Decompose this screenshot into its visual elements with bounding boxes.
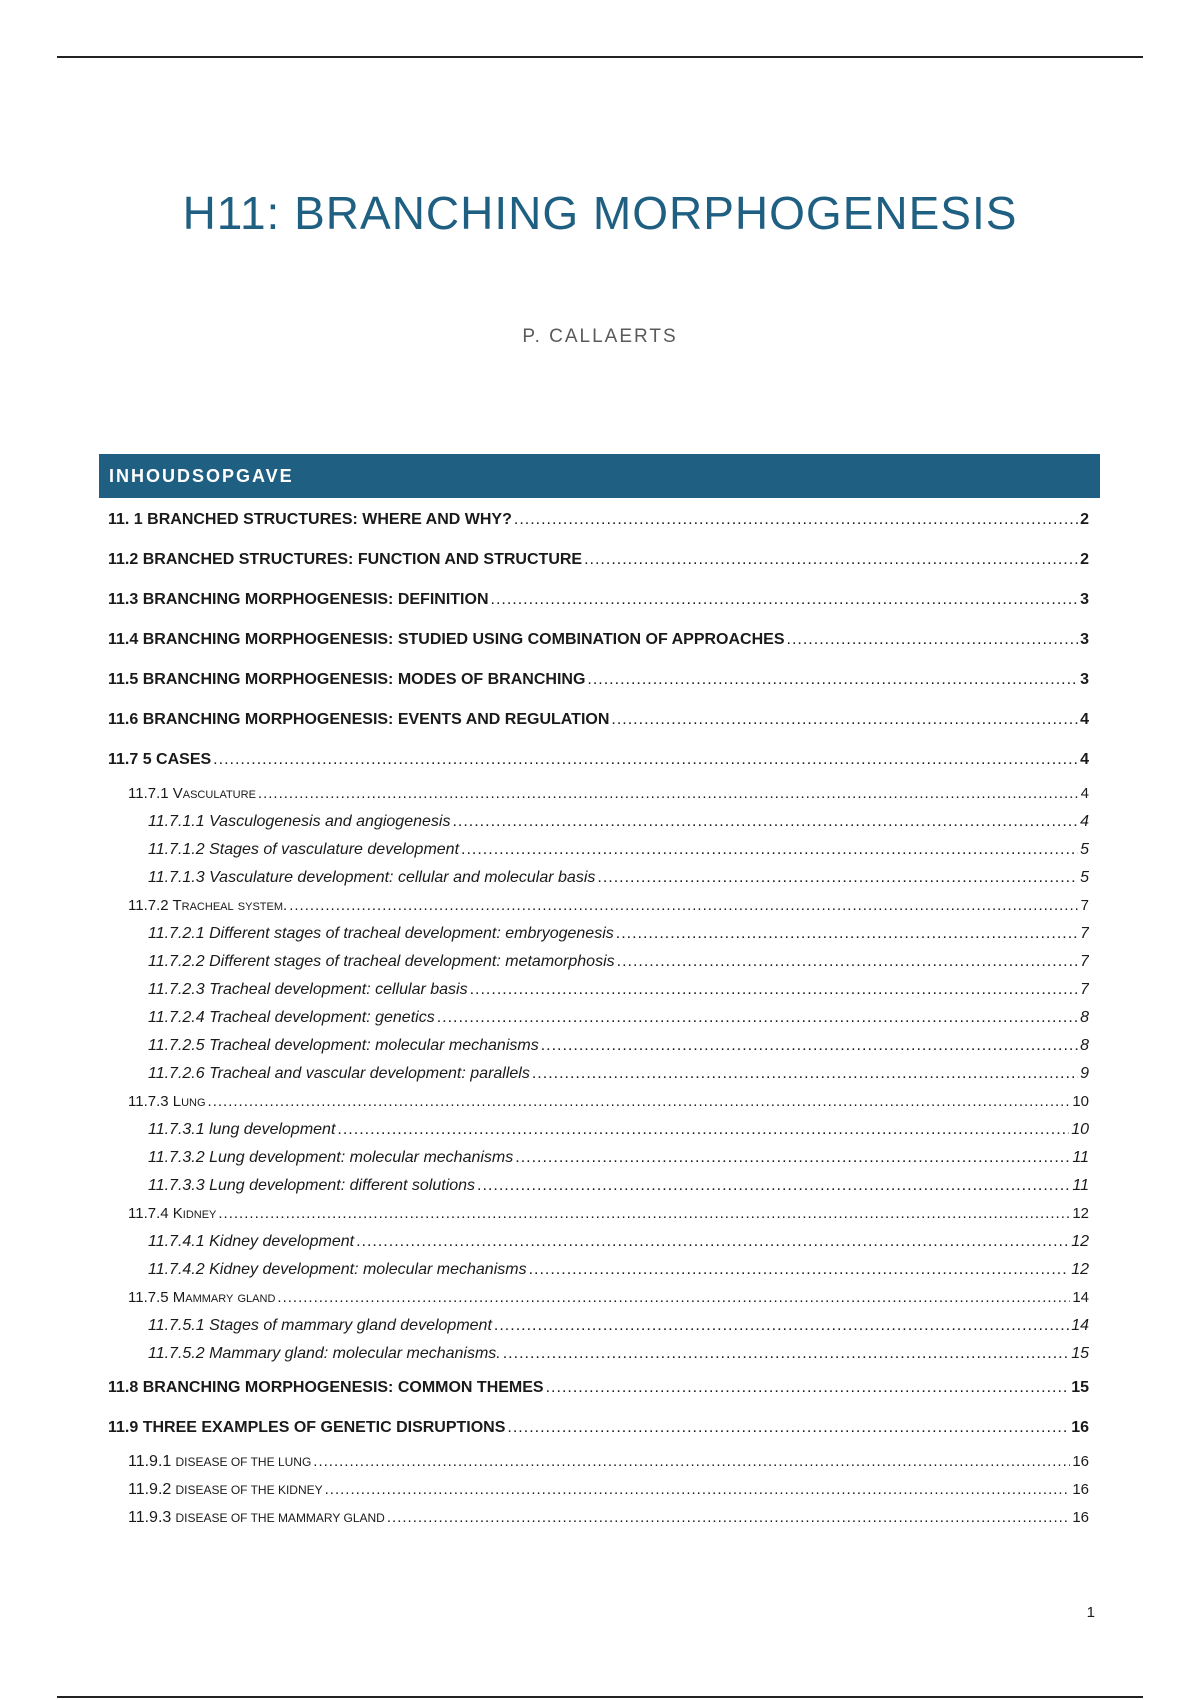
- toc-entry-text: DISEASE OF THE KIDNEY: [175, 1483, 323, 1497]
- toc-dot-leader: [541, 1032, 1078, 1060]
- toc-dot-leader: [437, 1004, 1078, 1032]
- toc-dot-leader: [503, 1340, 1069, 1368]
- toc-entry-label: 11.2 BRANCHED STRUCTURES: FUNCTION AND STRUCTURE: [108, 551, 583, 568]
- toc-entry-page: 2: [1080, 551, 1089, 568]
- toc-entry-level-2[interactable]: [108, 1284, 1089, 1312]
- toc-dot-leader: [477, 1172, 1070, 1200]
- toc-entry-page: 16: [1071, 1419, 1089, 1436]
- toc-entry-page: 14: [1072, 1289, 1089, 1306]
- toc-dot-leader: [514, 500, 1078, 540]
- toc-entry-label: 11.7.2.2 Different stages of tracheal development: metamorphosis: [148, 953, 615, 970]
- toc-entry-page: 7: [1080, 981, 1089, 998]
- toc-entry-page: 7: [1080, 953, 1089, 970]
- toc-entry-level-3[interactable]: [108, 920, 1089, 948]
- page-number: 1: [1086, 1604, 1095, 1621]
- toc-entry-level-3[interactable]: [108, 1116, 1089, 1144]
- toc-header: INHOUDSOPGAVE: [99, 454, 1100, 498]
- toc-entry-level-3[interactable]: [108, 948, 1089, 976]
- toc-entry-page: 14: [1071, 1317, 1089, 1334]
- toc-entry-label: 11.7.2.4 Tracheal development: genetics: [148, 1009, 435, 1026]
- toc-entry-text: DISEASE OF THE LUNG: [175, 1455, 312, 1469]
- toc-entry-level-1[interactable]: [108, 500, 1089, 540]
- document-title: H11: BRANCHING MORPHOGENESIS: [182, 187, 1018, 239]
- toc-entry-page: 2: [1080, 511, 1089, 528]
- toc-entry-page: 5: [1080, 869, 1089, 886]
- toc-entry-page: 16: [1072, 1509, 1089, 1526]
- toc-dot-leader: [337, 1116, 1069, 1144]
- toc-entry-label: 11.7.3.3 Lung development: different solutions: [148, 1177, 476, 1194]
- toc-entry-page: 10: [1072, 1093, 1089, 1110]
- toc-dot-leader: [277, 1284, 1070, 1312]
- toc-dot-leader: [208, 1088, 1071, 1116]
- toc-dot-leader: [546, 1368, 1070, 1408]
- toc-entry-level-3[interactable]: [108, 836, 1089, 864]
- toc-entry-level-1[interactable]: [108, 1408, 1089, 1448]
- toc-entry-page: 7: [1080, 925, 1089, 942]
- toc-dot-leader: [515, 1144, 1070, 1172]
- toc-dot-leader: [532, 1060, 1078, 1088]
- toc-entry-page: 12: [1071, 1233, 1089, 1250]
- toc-dot-leader: [507, 1408, 1069, 1448]
- toc-entry-label: 11.7.3.2 Lung development: molecular mechanisms: [148, 1149, 514, 1166]
- toc-dot-leader: [491, 580, 1079, 620]
- toc-entry-level-3[interactable]: [108, 976, 1089, 1004]
- toc-entry-label: 11.7.4.2 Kidney development: molecular mechanisms: [148, 1261, 527, 1278]
- toc-entry-level-3[interactable]: [108, 1172, 1089, 1200]
- toc-entry-level-3[interactable]: [108, 808, 1089, 836]
- toc-entry-label: 11.3 BRANCHING MORPHOGENESIS: DEFINITION: [108, 591, 489, 608]
- toc-entry-page: 5: [1080, 841, 1089, 858]
- toc-entry-level-3[interactable]: [108, 1340, 1089, 1368]
- toc-entry-page: 16: [1072, 1453, 1089, 1470]
- toc-entry-level-3[interactable]: [108, 1312, 1089, 1340]
- toc-entry-label: 11.7.3 Lung: [128, 1093, 206, 1110]
- toc-entry-label: 11.7.2.5 Tracheal development: molecular mechanisms: [148, 1037, 539, 1054]
- toc-entry-page: 10: [1071, 1121, 1089, 1138]
- toc-dot-leader: [494, 1312, 1069, 1340]
- toc-entry-level-1[interactable]: [108, 1368, 1089, 1408]
- toc-entry-page: 8: [1080, 1037, 1089, 1054]
- toc-dot-leader: [313, 1448, 1070, 1476]
- toc-entry-page: 11: [1072, 1177, 1089, 1194]
- toc-dot-leader: [611, 700, 1078, 740]
- toc-entry-level-1[interactable]: [108, 740, 1089, 780]
- toc-entry-page: 3: [1080, 671, 1089, 688]
- toc-entry-label: 11.9 THREE EXAMPLES OF GENETIC DISRUPTIONS: [108, 1419, 506, 1436]
- toc-dot-leader: [452, 808, 1078, 836]
- toc-entry-page: 3: [1080, 591, 1089, 608]
- toc-entry-label: 11.7.1 Vasculature: [128, 785, 256, 802]
- toc-dot-leader: [597, 864, 1078, 892]
- toc-entry-level-3[interactable]: [108, 1144, 1089, 1172]
- toc-entry-label: 11.8 BRANCHING MORPHOGENESIS: COMMON THEMES: [108, 1379, 544, 1396]
- toc-dot-leader: [258, 780, 1079, 808]
- toc-entry-level-3[interactable]: [108, 1060, 1089, 1088]
- header-rule: [57, 56, 1143, 58]
- toc-entry-level-3[interactable]: [108, 1004, 1089, 1032]
- toc-entry-label: [128, 1476, 323, 1504]
- toc-entry-level-2[interactable]: [108, 1088, 1089, 1116]
- toc-dot-leader: [587, 660, 1078, 700]
- toc-entry-page: 9: [1080, 1065, 1089, 1082]
- toc-entry-label: 11.7.2.6 Tracheal and vascular development: parallels: [148, 1065, 530, 1082]
- toc-entry-page: 7: [1080, 897, 1089, 914]
- toc-entry-label: 11.7.4.1 Kidney development: [148, 1233, 355, 1250]
- toc-entry-number: 11.9.1: [128, 1453, 172, 1470]
- toc-dot-leader: [289, 892, 1078, 920]
- toc-entry-label: 11.7.1.1 Vasculogenesis and angiogenesis: [148, 813, 451, 830]
- footer-rule: [57, 1696, 1143, 1698]
- toc-entry-label: 11.7.1.3 Vasculature development: cellular and molecular basis: [148, 869, 596, 886]
- toc-entry-label: 11.7.5.1 Stages of mammary gland development: [148, 1317, 492, 1334]
- toc-entry-label: 11.7.2.1 Different stages of tracheal development: embryogenesis: [148, 925, 614, 942]
- toc-entry-label: 11.7.2 Tracheal system.: [128, 897, 288, 914]
- toc-dot-leader: [616, 920, 1078, 948]
- toc-entry-label: 11.4 BRANCHING MORPHOGENESIS: STUDIED USING COMBINATION OF APPROACHES: [108, 631, 785, 648]
- toc-entry-page: 15: [1071, 1379, 1089, 1396]
- toc-entry-level-1[interactable]: [108, 580, 1089, 620]
- document-author: P. CALLAERTS: [522, 326, 678, 347]
- toc-entry-page: 4: [1080, 751, 1089, 768]
- toc-entry-disease[interactable]: [108, 1448, 1089, 1476]
- toc-dot-leader: [461, 836, 1078, 864]
- toc-entry-level-2[interactable]: [108, 892, 1089, 920]
- toc-dot-leader: [218, 1200, 1070, 1228]
- toc-entry-label: 11.7.4 Kidney: [128, 1205, 217, 1222]
- toc-entry-level-3[interactable]: [108, 1228, 1089, 1256]
- toc-entry-number: 11.9.2: [128, 1481, 172, 1498]
- toc-entry-page: 4: [1080, 813, 1089, 830]
- toc-dot-leader: [617, 948, 1078, 976]
- toc-entry-level-3[interactable]: [108, 1256, 1089, 1284]
- toc-entry-level-1[interactable]: [108, 660, 1089, 700]
- toc-entry-page: 11: [1072, 1149, 1089, 1166]
- toc-dot-leader: [213, 740, 1078, 780]
- toc-entry-level-1[interactable]: [108, 540, 1089, 580]
- toc-entry-label: 11.5 BRANCHING MORPHOGENESIS: MODES OF BRANCHING: [108, 671, 586, 688]
- toc-entry-disease[interactable]: [108, 1504, 1089, 1532]
- toc-entry-disease[interactable]: [108, 1476, 1089, 1504]
- toc-entry-level-3[interactable]: [108, 864, 1089, 892]
- toc-entry-number: 11.9.3: [128, 1509, 172, 1526]
- toc-entry-page: 4: [1080, 711, 1089, 728]
- toc-entry-page: 8: [1080, 1009, 1089, 1026]
- toc-entry-label: [128, 1504, 385, 1532]
- toc-entry-label: 11.7.5.2 Mammary gland: molecular mechanisms.: [148, 1345, 501, 1362]
- toc-entry-label: 11.7.5 Mammary gland: [128, 1289, 276, 1306]
- toc-entry-level-1[interactable]: [108, 620, 1089, 660]
- toc-entry-level-3[interactable]: [108, 1032, 1089, 1060]
- toc-entry-page: 12: [1072, 1205, 1089, 1222]
- toc-entry-label: 11.7.2.3 Tracheal development: cellular basis: [148, 981, 468, 998]
- toc-entry-page: 15: [1071, 1345, 1089, 1362]
- toc-dot-leader: [325, 1476, 1071, 1504]
- toc-entry-level-2[interactable]: [108, 1200, 1089, 1228]
- toc-entry-text: DISEASE OF THE MAMMARY GLAND: [175, 1511, 385, 1525]
- toc-dot-leader: [356, 1228, 1069, 1256]
- table-of-contents: [108, 500, 1089, 1532]
- toc-entry-level-2[interactable]: [108, 780, 1089, 808]
- toc-dot-leader: [470, 976, 1079, 1004]
- toc-dot-leader: [387, 1504, 1070, 1532]
- toc-dot-leader: [584, 540, 1078, 580]
- toc-entry-label: 11.7.1.2 Stages of vasculature development: [148, 841, 460, 858]
- toc-entry-label: 11.6 BRANCHING MORPHOGENESIS: EVENTS AND REGULATION: [108, 711, 610, 728]
- toc-entry-page: 4: [1080, 785, 1089, 802]
- toc-entry-page: 3: [1080, 631, 1089, 648]
- toc-entry-label: [128, 1448, 311, 1476]
- toc-entry-page: 12: [1071, 1261, 1089, 1278]
- toc-dot-leader: [787, 620, 1079, 660]
- toc-entry-page: 16: [1072, 1481, 1089, 1498]
- toc-entry-label: 11.7.3.1 lung development: [148, 1121, 336, 1138]
- toc-entry-label: 11. 1 BRANCHED STRUCTURES: WHERE AND WHY?: [108, 511, 512, 528]
- toc-entry-level-1[interactable]: [108, 700, 1089, 740]
- toc-entry-label: 11.7 5 CASES: [108, 751, 212, 768]
- toc-dot-leader: [529, 1256, 1070, 1284]
